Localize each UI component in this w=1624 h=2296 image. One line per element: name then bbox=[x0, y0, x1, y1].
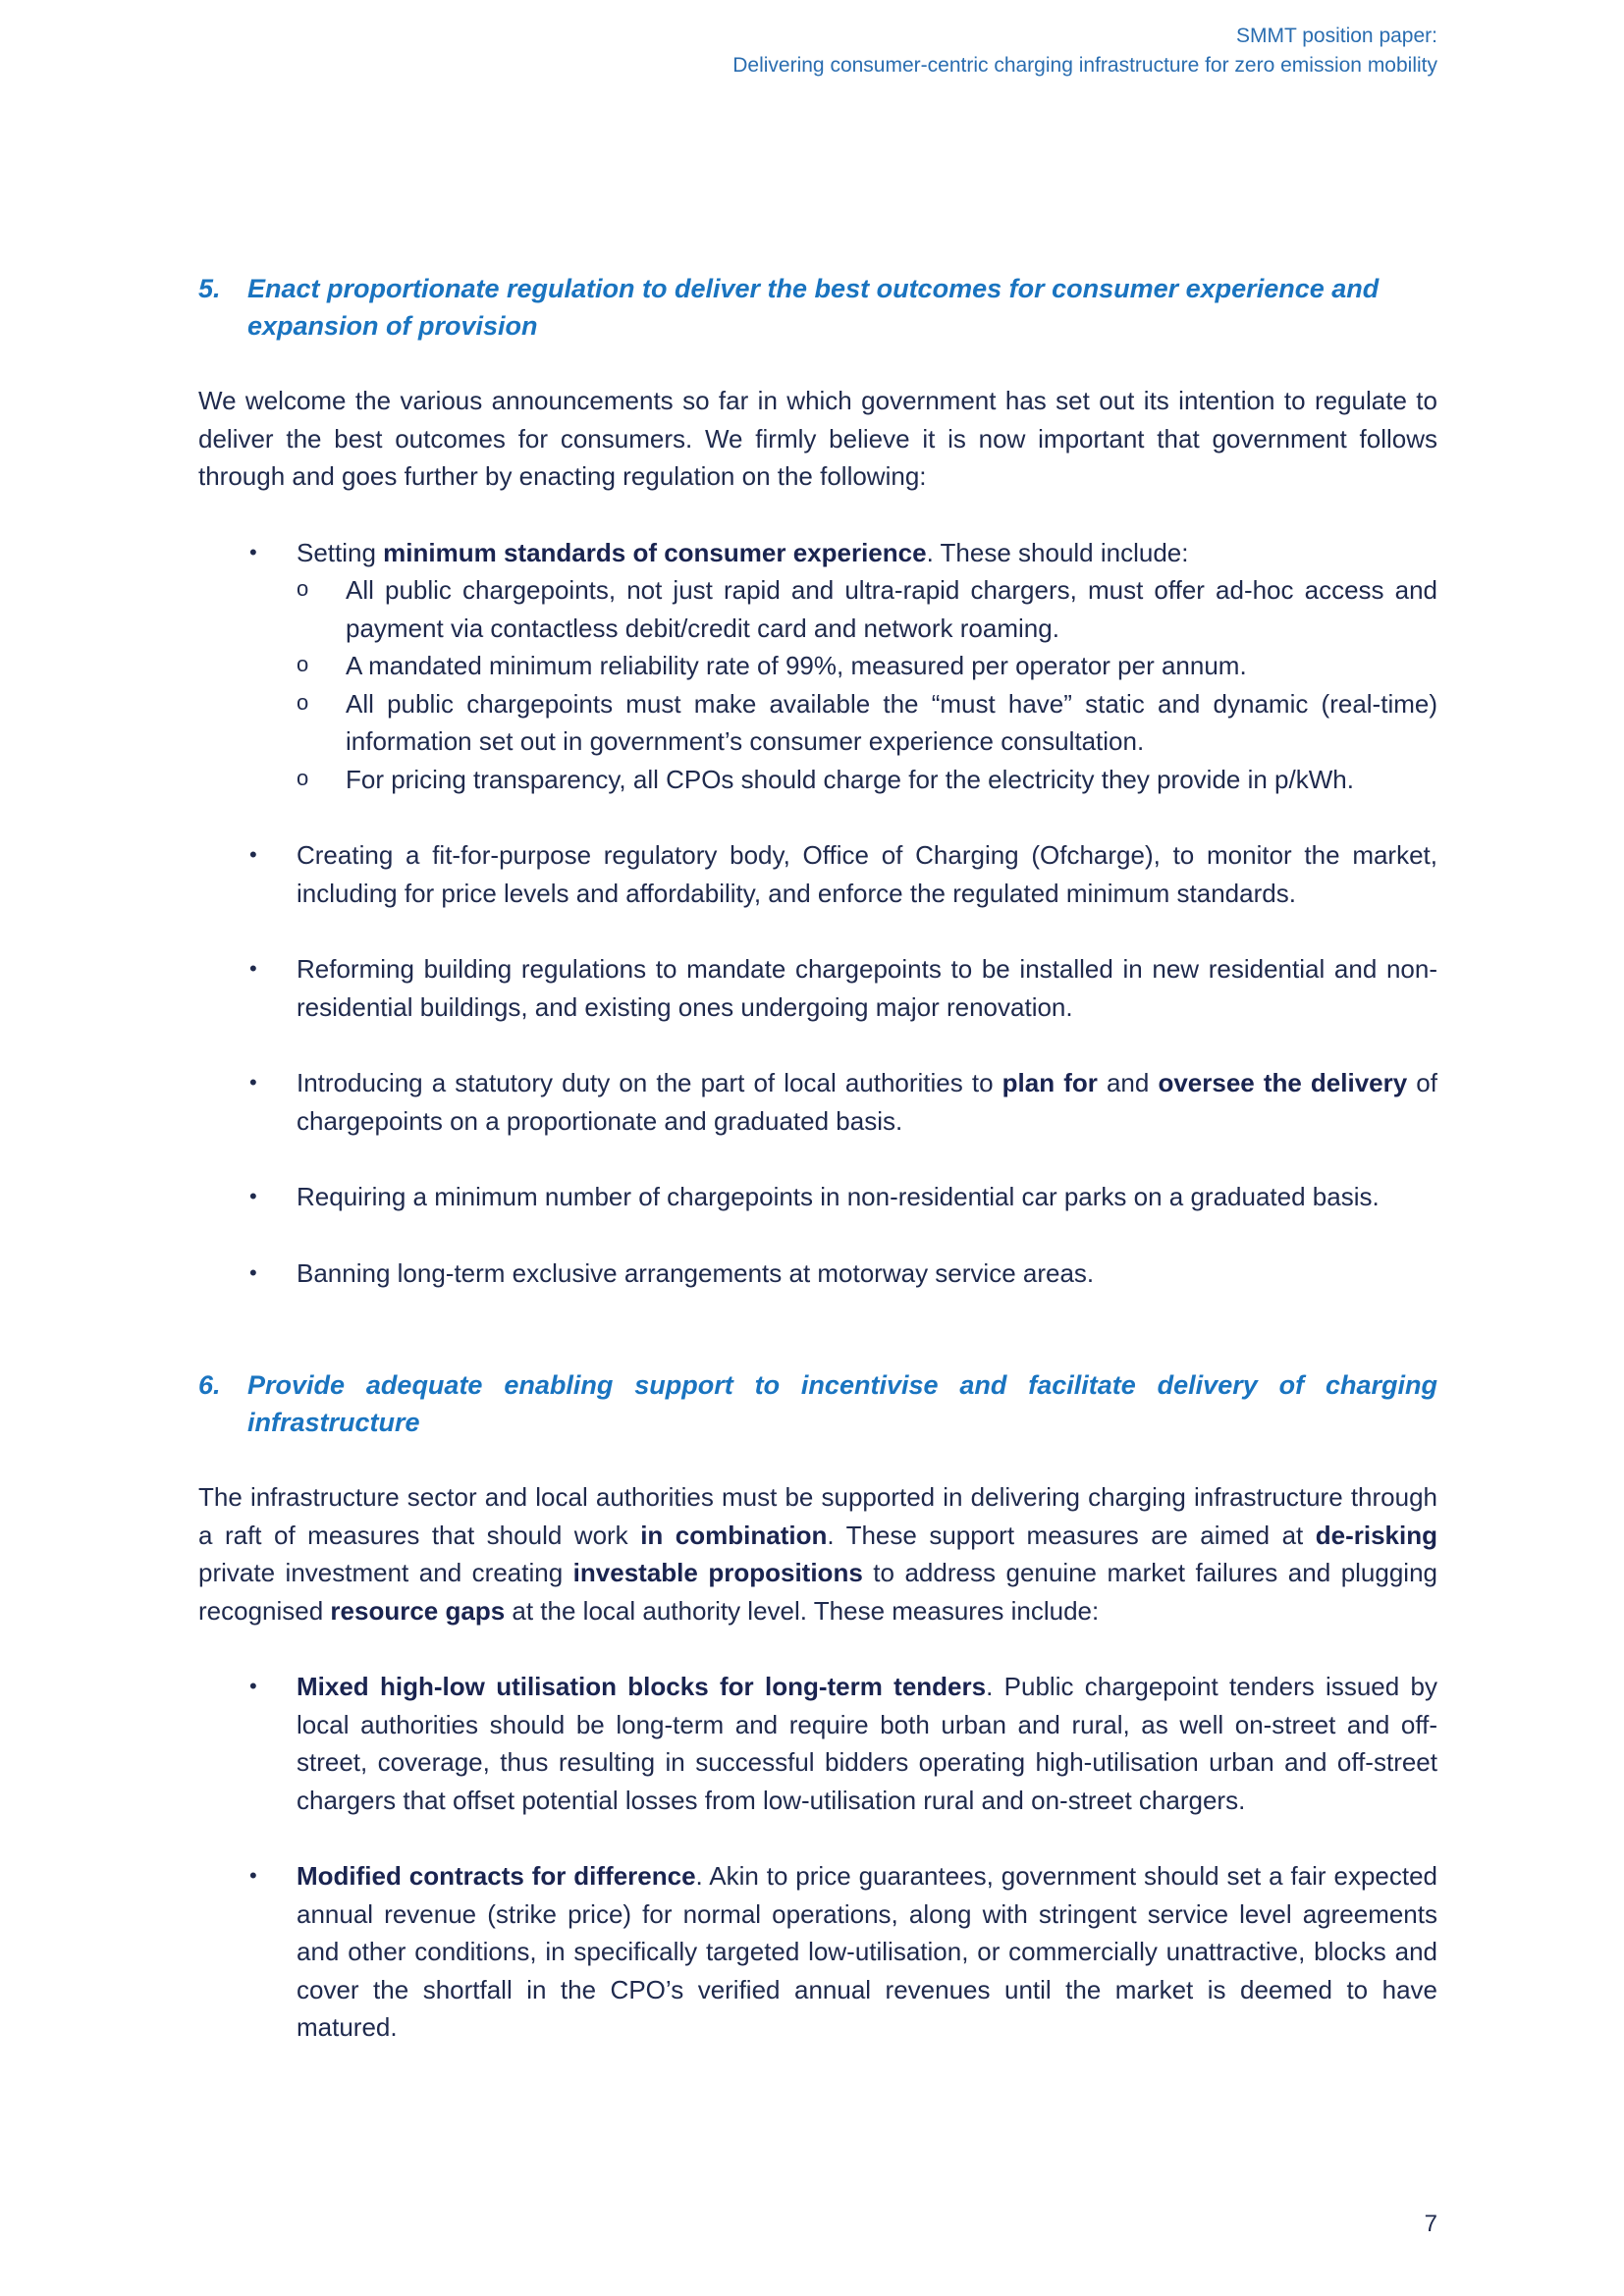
sub-item-reliability: o A mandated minimum reliability rate of 99%, measured per operator per annum. bbox=[198, 647, 1437, 685]
page-content bbox=[198, 270, 1437, 2047]
bullet-minimum-standards: • Setting minimum standards of consumer experience. These should include: o All public chargepoints, not just rapid and ultra-rapid chargers, must offer ad-hoc access and payment via contactless debit/credit card and network roaming. o A mandated minimum reliability rate of 99%, measured per operator per annum. o All public chargepoints must make available the “must have” static and dynamic (real-time) information set out in government’s consumer experience consultation. o For pricing transparency, all CPOs should charge for the electricity they provide in p/kWh. bbox=[198, 534, 1437, 799]
section-5-intro: We welcome the various announcements so far in which government has set out its intention to regulate to deliver the best outcomes for consumers. We firmly believe it is now important that government follows through and goes further by enacting regulation on the following: bbox=[198, 386, 1437, 491]
bullet-contracts-for-difference: • Modified contracts for difference. Akin to price guarantees, government should set a fair expected annual revenue (strike price) for normal operations, along with stringent service level agreements and other conditions, in specifically targeted low-utilisation, or commercially unattractive, blocks and cover the shortfall in the CPO’s verified annual revenues until the market is deemed to have matured. bbox=[198, 1857, 1437, 2047]
bullet-building-regulations: • Reforming building regulations to mandate chargepoints to be installed in new residential and non-residential buildings, and existing ones undergoing major renovation. bbox=[198, 950, 1437, 1026]
bullet-ofcharge: • Creating a fit-for-purpose regulatory body, Office of Charging (Ofcharge), to monitor the market, including for price levels and affordability, and enforce the regulated minimum standards. bbox=[198, 836, 1437, 912]
section-6-bullets bbox=[198, 1668, 1437, 2047]
page-header bbox=[732, 22, 1437, 80]
section-5-number: 5. bbox=[198, 274, 221, 303]
bullet-motorway-services: • Banning long-term exclusive arrangements at motorway service areas. bbox=[198, 1255, 1437, 1293]
section-6-heading bbox=[198, 1366, 1437, 1441]
mixed-utilisation-bold: Mixed high-low utilisation blocks for long-term tenders bbox=[297, 1672, 987, 1701]
header-line-2: Delivering consumer-centric charging infrastructure for zero emission mobility bbox=[732, 54, 1437, 77]
minimum-standards-sublist bbox=[297, 571, 1437, 798]
section-5-bullets bbox=[198, 534, 1437, 1293]
minimum-standards-bold: minimum standards of consumer experience bbox=[383, 537, 927, 567]
sub-item-information: o All public chargepoints must make available the “must have” static and dynamic (real-time) information set out in government’s consumer experience consultation. bbox=[198, 685, 1437, 761]
plan-for-bold: plan for bbox=[1001, 1068, 1098, 1097]
bullet-statutory-duty: • Introducing a statutory duty on the part of local authorities to plan for and oversee the delivery of chargepoints on a proportionate and graduated basis. bbox=[198, 1064, 1437, 1140]
sub-item-adhoc-access: o All public chargepoints, not just rapid and ultra-rapid chargers, must offer ad-hoc access and payment via contactless debit/credit card and network roaming. bbox=[198, 571, 1437, 647]
sub-item-pricing: o For pricing transparency, all CPOs should charge for the electricity they provide in p/kWh. bbox=[198, 761, 1437, 799]
section-6-title: Provide adequate enabling support to incentivise and facilitate delivery of charging infrastructure bbox=[247, 1370, 1437, 1437]
bullet-car-parks: • Requiring a minimum number of chargepoints in non-residential car parks on a graduated basis. bbox=[198, 1178, 1437, 1216]
section-5-title: Enact proportionate regulation to deliver the best outcomes for consumer experience and expansion of provision bbox=[247, 274, 1380, 341]
oversee-delivery-bold: oversee the delivery bbox=[1158, 1068, 1408, 1097]
page-number: 7 bbox=[1424, 2211, 1437, 2237]
section-5-heading bbox=[198, 270, 1437, 345]
section-6-number: 6. bbox=[198, 1370, 221, 1400]
bullet-mixed-utilisation: • Mixed high-low utilisation blocks for long-term tenders. Public chargepoint tenders issued by local authorities should be long-term and require both urban and rural, as well on-street and off-street, coverage, thus resulting in successful bidders operating high-utilisation urban and off-street chargers that offset potential losses from low-utilisation rural and on-street chargers. bbox=[198, 1668, 1437, 1819]
header-line-1: SMMT position paper: bbox=[1235, 25, 1437, 47]
contracts-for-difference-bold: Modified contracts for difference bbox=[297, 1861, 696, 1891]
section-6-intro: The infrastructure sector and local authorities must be supported in delivering charging infrastructure through a raft of measures that should work in combination. These support measures are aimed at de-risking private investment and creating investable propositions to address genuine market failures and plugging recognised resource gaps at the local authority level. These measures include: bbox=[198, 1482, 1437, 1626]
